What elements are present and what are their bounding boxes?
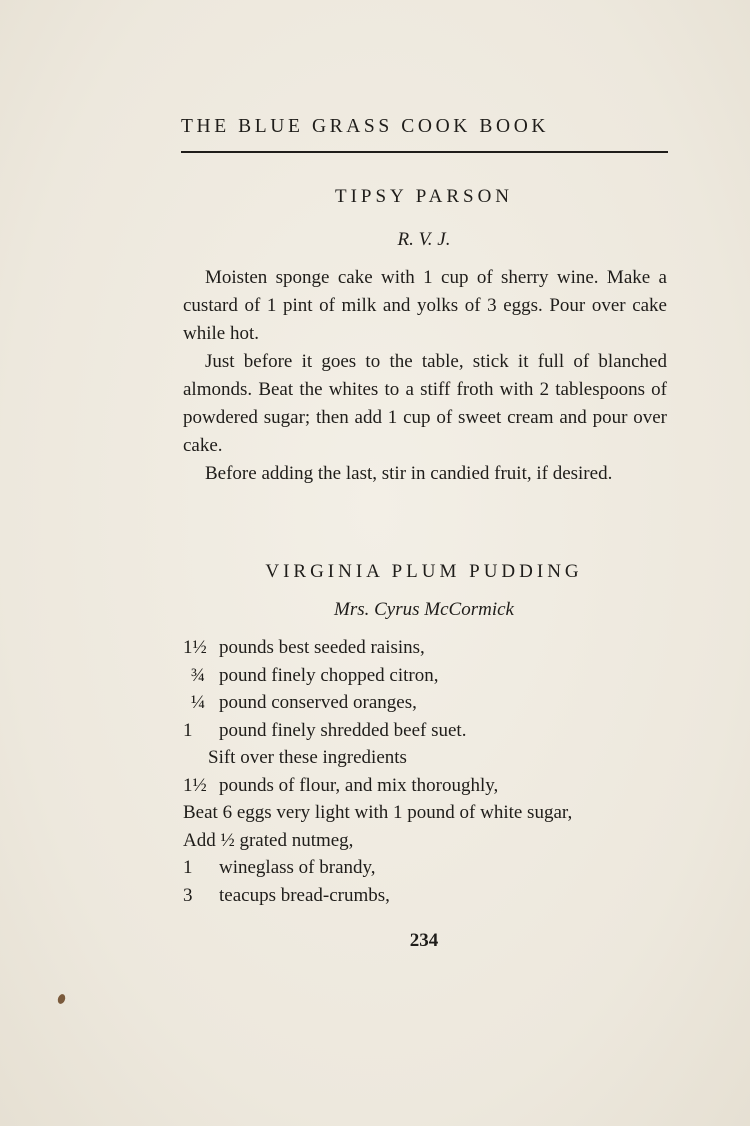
ingredient-qty: 1 <box>183 857 193 878</box>
ingredient-line <box>183 882 683 910</box>
ingredient-line <box>183 662 683 690</box>
ingredient-line <box>183 772 683 800</box>
ingredient-qty: 1 <box>183 719 193 741</box>
ingredient-text: pounds best seeded raisins, <box>219 637 425 658</box>
ingredient-text: teacups bread-crumbs, <box>219 884 390 906</box>
ingredient-text: pound finely shredded beef suet. <box>219 719 467 741</box>
ingredient-text: Beat 6 eggs very light with 1 pound of white sugar, <box>183 802 573 823</box>
recipe-title-tipsy-parson: TIPSY PARSON <box>334 186 514 207</box>
ingredient-line <box>183 717 683 745</box>
ingredient-text: Sift over these ingredients <box>208 747 407 768</box>
paragraph: Moisten sponge cake with 1 cup of sherry wine. Make a custard of 1 pint of milk and yolks of 3 eggs. Pour over cake while hot. <box>183 267 667 344</box>
paragraph: Just before it goes to the table, stick it full of blanched almonds. Beat the whites to a stiff froth with 2 tablespoons of powdered sugar; then add 1 cup of sweet cream and pour over cake. <box>183 351 667 456</box>
paragraph: Before adding the last, stir in candied fruit, if desired. <box>205 463 613 484</box>
header-rule <box>181 151 668 153</box>
running-header: THE BLUE GRASS COOK BOOK <box>181 116 550 137</box>
recipe-byline-tipsy-parson: R. V. J. <box>397 229 451 250</box>
recipe-byline-virginia-plum-pudding: Mrs. Cyrus McCormick <box>334 599 514 620</box>
ingredient-text: wineglass of brandy, <box>219 857 376 878</box>
ingredient-qty: 1½ <box>183 774 207 796</box>
page-number: 234 <box>409 930 439 951</box>
ingredient-text: pound finely chopped citron, <box>219 664 439 686</box>
ingredient-line <box>183 634 683 662</box>
ingredient-line <box>183 799 683 827</box>
ingredient-line <box>183 827 683 855</box>
ingredient-qty: ¾ <box>190 664 206 686</box>
recipe-title-virginia-plum-pudding: VIRGINIA PLUM PUDDING <box>265 561 583 582</box>
ingredient-text: pounds of flour, and mix thoroughly, <box>219 774 499 796</box>
ingredient-line <box>183 854 683 882</box>
ingredient-text: Add ½ grated nutmeg, <box>183 829 354 851</box>
ingredient-text: pound conserved oranges, <box>219 692 417 713</box>
ingredient-qty: 1½ <box>183 637 207 658</box>
ink-spot <box>57 993 67 1005</box>
recipe-body-tipsy-parson <box>183 264 667 488</box>
ingredient-list <box>183 634 683 909</box>
ingredient-line <box>183 744 683 772</box>
ingredient-qty: 3 <box>183 884 193 906</box>
ingredient-qty: ¼ <box>190 692 206 713</box>
ingredient-line <box>183 689 683 717</box>
